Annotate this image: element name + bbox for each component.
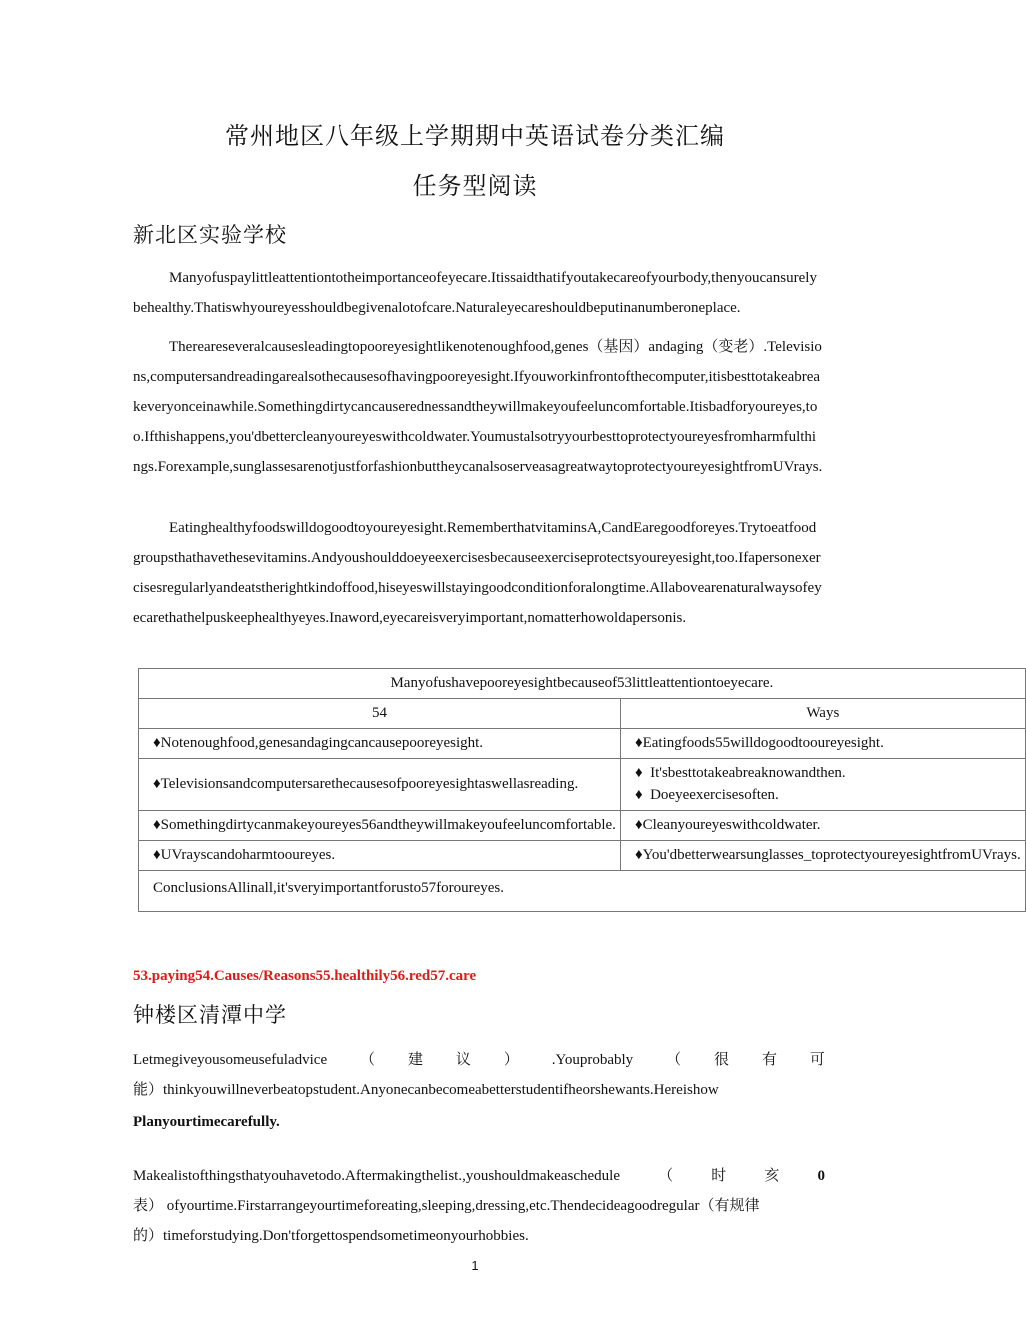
- advice-paragraph-1: Letmegiveyousomeusefuladvice （ 建 议 ） .Youprobably （ 很 有 可 能）thinkyouwillneverbeatopstudent.Anyonecanbecomeabetterstudentifheorshewants.Hereishow: [133, 1045, 823, 1105]
- table-col-head-ways: Ways: [620, 699, 1025, 729]
- table-col-head-causes: 54: [139, 699, 621, 729]
- passage-paragraph-1: Manyofuspaylittleattentiontotheimportanceofeyecare.Itissaidthatifyoutakecareofyourbody,thenyoucansurelybehealthy.Thatiswhyoureyesshouldbegivenalotofcare.Naturaleyecareshouldbeputinanumberoneplace.: [133, 270, 817, 316]
- bold-tip-heading: Planyourtimecarefully.: [133, 1114, 280, 1130]
- passage-paragraph-3: Eatinghealthyfoodswilldogoodtoyoureyesight.RememberthatvitaminsA,CandEaregoodforeyes.Trytoeatfoodgroupsthathavethesevitamins.Andyoushoulddoeyeexercisesbecauseexerciseprotectsyoureyesight,too.Ifapersonexercisesregularlyandeatstherightkindoffood,hiseyeswillstayingoodconditionforalongtime.Allabovearenaturalwaysofeyecarethathelpuskeephealthyeyes.Inaword,eyecareisveryimportant,nomatterhowoldapersonis.: [133, 520, 822, 626]
- page-number: 1: [471, 1258, 479, 1273]
- diamond-bullet-icon: ♦: [634, 817, 643, 833]
- document-title: 常州地区八年级上学期期中英语试卷分类汇编: [225, 124, 725, 150]
- table-cell-cause: ♦Somethingdirtycanmakeyoureyes56andtheywillmakeyoufeeluncomfortable.: [139, 811, 621, 841]
- table-cell-cause: ♦Notenoughfood,genesandagingcancausepooreyesight.: [139, 729, 621, 759]
- table-header-row: Manyofushavepooreyesightbecauseof53littleattentiontoeyecare.: [139, 669, 1026, 699]
- section-heading-xinbei: 新北区实验学校: [133, 223, 287, 247]
- table-cell-way: ♦Cleanyoureyeswithcoldwater.: [620, 811, 1025, 841]
- justified-line: Makealistofthingsthatyouhavetodo.Aftermakingthelist.,youshouldmakeaschedule （ 时 亥 0: [133, 1168, 825, 1184]
- diamond-bullet-icon: ♦: [153, 735, 161, 751]
- diamond-bullet-icon: ♦: [634, 847, 643, 863]
- diamond-bullet-icon: ♦: [153, 847, 161, 863]
- table-row: [139, 811, 1026, 841]
- table-cell-way: ♦Eatingfoods55willdogoodtooureyesight.: [620, 729, 1025, 759]
- diamond-bullet-icon: ♦: [634, 765, 643, 781]
- diamond-bullet-icon: ♦: [634, 735, 643, 751]
- task-reading-table: [138, 668, 1026, 912]
- diamond-bullet-icon: ♦: [634, 787, 643, 803]
- diamond-bullet-icon: ♦: [153, 817, 161, 833]
- table-row: [139, 759, 1026, 811]
- document-subtitle: 任务型阅读: [412, 174, 538, 200]
- advice-paragraph-2: Makealistofthingsthatyouhavetodo.Aftermakingthelist.,youshouldmakeaschedule （ 时 亥 0 表） ofyourtime.Firstarrangeyourtimeforeating,sleeping,dressing,etc.Thendecideagoodregular（有规律 的）timeforstudying.Don'tforgettospendsometimeonyourhobbies.: [133, 1161, 823, 1251]
- table-row: [139, 729, 1026, 759]
- table-conclusion-row: ConclusionsAllinall,it'sveryimportantforusto57foroureyes.: [139, 871, 1026, 912]
- table-cell-way: ♦ It'sbesttotakeabreaknowandthen. ♦ Doeyeexercisesoften.: [620, 759, 1025, 811]
- table-cell-way: ♦You'dbetterwearsunglasses_toprotectyoureyesightfromUVrays.: [620, 841, 1025, 871]
- table-cell-cause: ♦UVrayscandoharmtooureyes.: [139, 841, 621, 871]
- justified-line: Letmegiveyousomeusefuladvice （ 建 议 ） .Youprobably （ 很 有 可: [133, 1052, 825, 1068]
- diamond-bullet-icon: ♦: [153, 776, 161, 792]
- passage-paragraph-2: Thereareseveralcausesleadingtopooreyesightlikenotenoughfood,genes（基因）andaging（变老）.Televisions,computersandreadingarealsothecausesofhavingpooreyesight.Ifyouworkinfrontofthecomputer,itisbesttotakeabreakeveryonceinawhile.Somethingdirtycancauserednessandtheywillmakeyoufeeluncomfortable.Itisbadforyoureyes,too.Ifthishappens,you'dbettercleanyoureyeswithcoldwater.Youmustalsotryyourbesttoprotectyoureyesfromharmfulthings.Forexample,sunglassesarenotjustforfashionbuttheycanalsoserveasagreatwaytoprotectyoureyesightfromUVrays.: [133, 339, 823, 475]
- answer-key: 53.paying54.Causes/Reasons55.healthily56.red57.care: [133, 968, 477, 984]
- table-cell-cause: ♦Televisionsandcomputersarethecausesofpooreyesightaswellasreading.: [139, 759, 621, 811]
- section-heading-zhonglou: 钟楼区清潭中学: [133, 1003, 287, 1027]
- table-row: [139, 841, 1026, 871]
